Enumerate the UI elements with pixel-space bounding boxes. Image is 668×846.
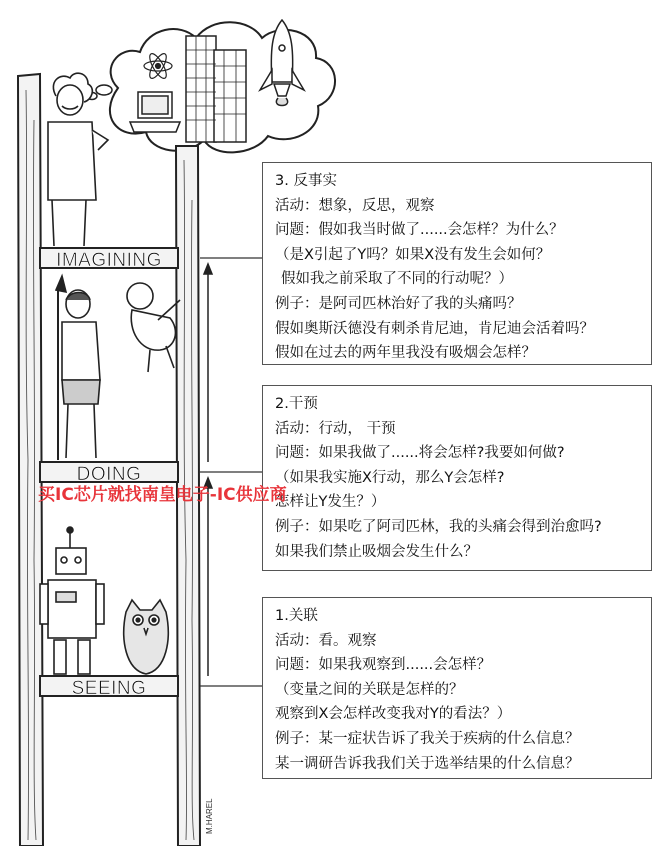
counterfactual-example: 例子：是阿司匹林治好了我的头痛吗？: [275, 295, 522, 312]
counterfactual-activity: 活动：想象，反思，观察: [275, 197, 435, 214]
intervention-box: [262, 385, 652, 571]
watermark-text: 买IC芯片就找南皇电子-IC供应商: [38, 485, 287, 505]
association-activity: 活动：看。观察: [275, 632, 377, 649]
progression-arrows: [204, 264, 212, 676]
association-box: [262, 597, 652, 779]
laptop-icon: [130, 92, 180, 132]
artist-signature: M.HAREL: [205, 798, 214, 834]
association-question: 问题：如果我观察到......会怎样？: [275, 657, 492, 674]
intervention-question-detail: （如果我实施X行动，那么Y会怎样?: [275, 469, 505, 486]
counterfactual-example: 假如在过去的两年里我没有吸烟会怎样？: [275, 345, 536, 362]
rung-label-doing: DOING: [76, 464, 142, 485]
rung-connectors: [200, 258, 262, 686]
intervention-activity: 活动：行动， 干预: [275, 420, 396, 437]
association-question-detail: （变量之间的关联是怎样的？: [275, 681, 464, 698]
intervention-example: 例子：如果吃了阿司匹林，我的头痛会得到治愈吗?: [275, 518, 602, 535]
skyscrapers-icon: [186, 36, 246, 142]
intervention-example: 如果我们禁止吸烟会发生什么？: [275, 543, 478, 560]
intervention-question-detail: 怎样让Y发生？）: [275, 494, 386, 511]
counterfactual-title: 3. 反事实: [275, 173, 337, 189]
ladder: [18, 74, 200, 846]
counterfactual-question-detail: （是X引起了Y吗？如果X没有发生会如何？: [275, 246, 551, 263]
rung-label-imagining: IMAGINING: [56, 250, 162, 271]
association-title: 1.关联: [275, 608, 318, 624]
baby-figure: [127, 283, 180, 372]
owl-figure: [124, 600, 168, 674]
association-example: 例子：某一症状告诉了我关于疾病的什么信息？: [275, 730, 580, 747]
einstein-figure: [48, 73, 108, 246]
counterfactual-question: 问题：假如我当时做了......会怎样？为什么？: [275, 222, 564, 239]
intervention-title: 2.干预: [275, 396, 318, 412]
intervention-question: 问题：如果我做了......将会怎样?我要如何做?: [275, 445, 565, 462]
association-example: 某一调研告诉我我们关于选举结果的什么信息？: [275, 755, 580, 772]
counterfactual-box: [262, 162, 652, 365]
counterfactual-example: 假如奥斯沃德没有刺杀肯尼迪，肯尼迪会活着吗？: [275, 320, 594, 337]
association-question-detail: 观察到X会怎样改变我对Y的看法？）: [275, 706, 512, 723]
robot-figure: [40, 527, 104, 674]
counterfactual-question-detail: 假如我之前采取了不同的行动呢？）: [281, 271, 513, 288]
rung-label-seeing: SEEING: [71, 678, 147, 699]
caveman-figure: [56, 276, 100, 460]
